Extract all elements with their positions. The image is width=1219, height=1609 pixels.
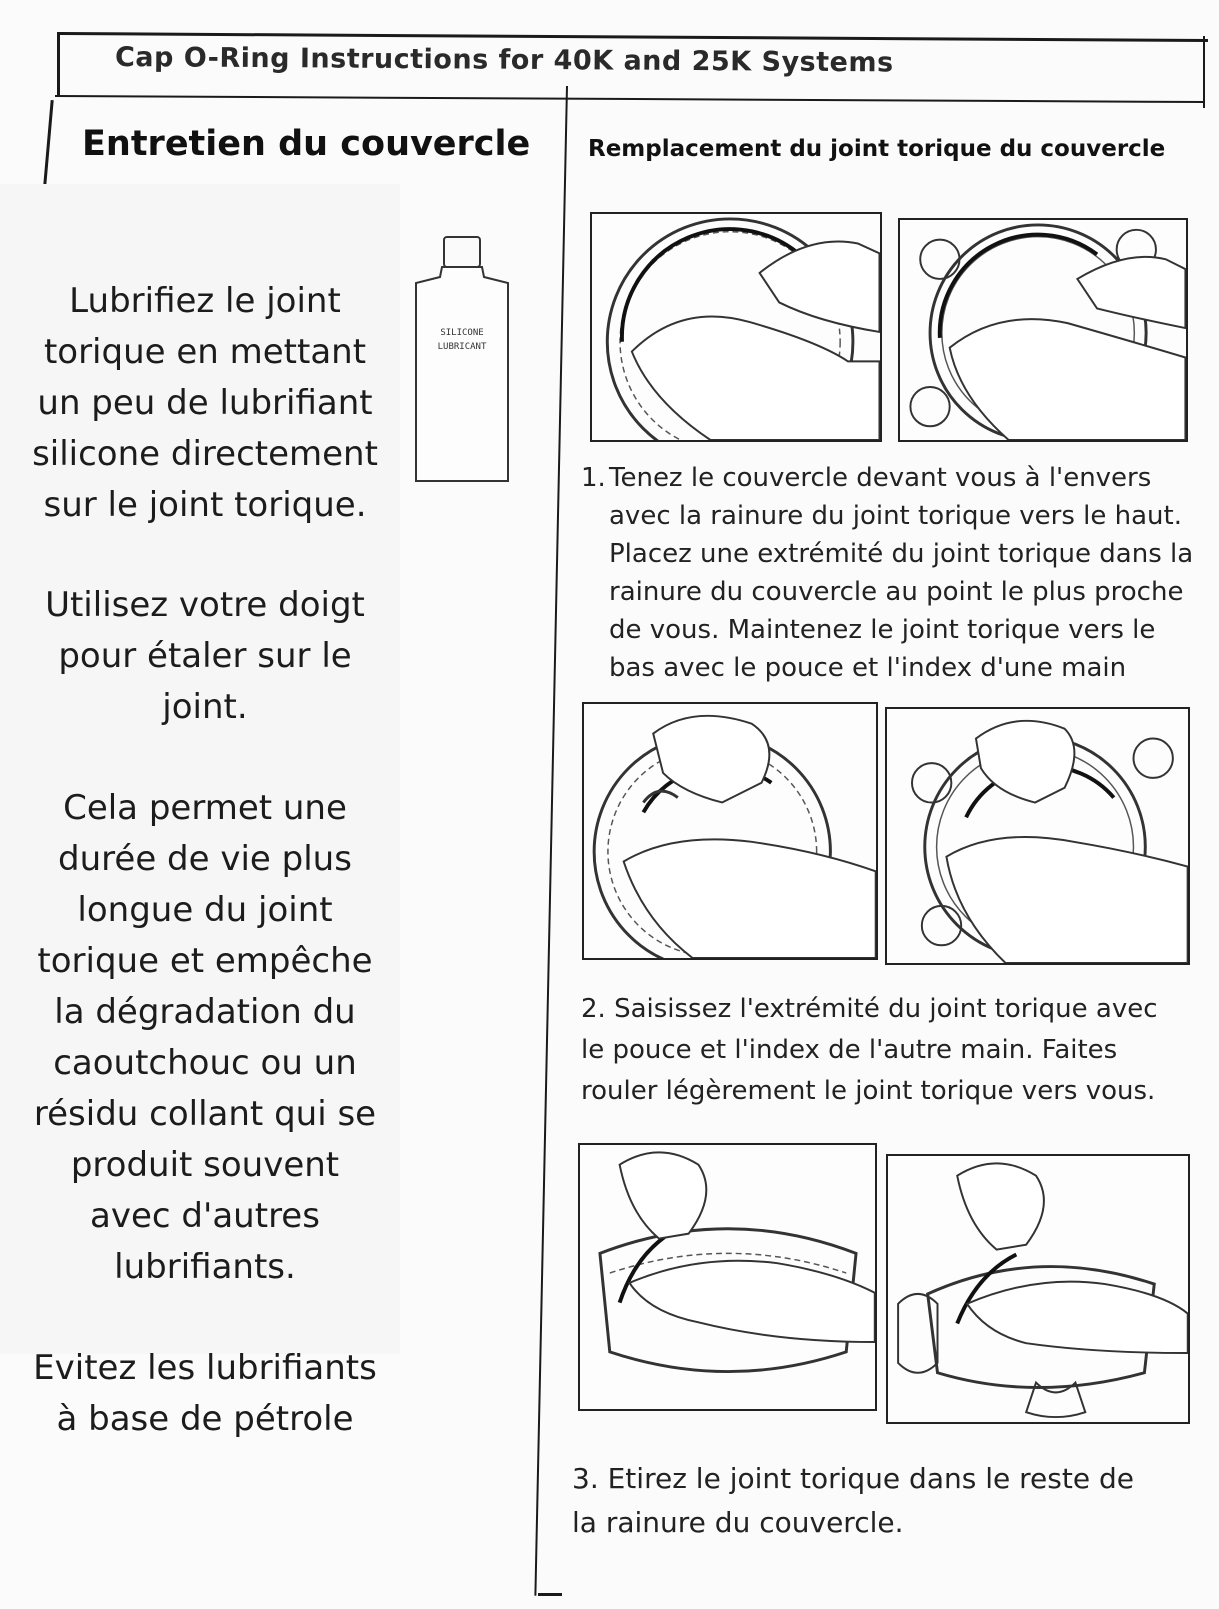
benefit-paragraph: Cela permet une durée de vie plus longue du joint torique et empêche la dégradation du caoutchouc ou un résidu collant qui se produit souvent avec d'autres lubrifiants. xyxy=(33,788,377,1287)
frame-top-line xyxy=(60,32,1208,42)
step3-text: 3. Etirez le joint torique dans le reste de la rainure du couvercle. xyxy=(572,1462,1134,1539)
step2-illustration-40k xyxy=(582,702,878,960)
step1-illustration-40k xyxy=(590,212,882,442)
bottle-label-line-2: LUBRICANT xyxy=(437,342,487,352)
column-divider-foot xyxy=(538,1593,562,1596)
step3-illustration-40k xyxy=(578,1143,877,1411)
left-heading: Entretien du couvercle xyxy=(82,124,531,164)
step3-illustration-25k xyxy=(886,1154,1190,1424)
frame-header-divider xyxy=(55,95,1205,103)
silicone-bottle-illustration xyxy=(412,235,512,485)
frame-right-line xyxy=(1203,36,1205,108)
column-divider xyxy=(534,86,568,1596)
step2-illustration-25k xyxy=(885,707,1190,965)
frame-left-slash xyxy=(43,100,53,185)
step1-number: 1. xyxy=(581,463,606,493)
step2-text: 2. Saisissez l'extrémité du joint torique avec le pouce et l'index de l'autre main. Faites rouler légèrement le joint torique vers vous. xyxy=(581,994,1158,1106)
step1-text: 1. Tenez le couvercle devant vous à l'envers avec la rainure du joint torique vers le haut. Placez une extrémité du joint torique dans la rainure du couvercle au point le plus proche de vous. Maintenez le joint torique vers le bas avec le pouce et l'index d'une main xyxy=(581,459,1201,687)
avoid-paragraph: Evitez les lubrifiants à base de pétrole xyxy=(33,1348,377,1439)
step1-illustration-25k xyxy=(898,218,1188,442)
finger-paragraph: Utilisez votre doigt pour étaler sur le joint. xyxy=(45,585,365,727)
document-title: Cap O-Ring Instructions for 40K and 25K Systems xyxy=(114,42,894,79)
frame-left-line xyxy=(57,32,60,97)
bottle-label-line-1: SILICONE xyxy=(440,328,484,338)
right-heading: Remplacement du joint torique du couvercle xyxy=(588,136,1166,162)
lubricate-paragraph: Lubrifiez le joint torique en mettant un peu de lubrifiant silicone directement sur le joint torique. xyxy=(32,281,378,525)
